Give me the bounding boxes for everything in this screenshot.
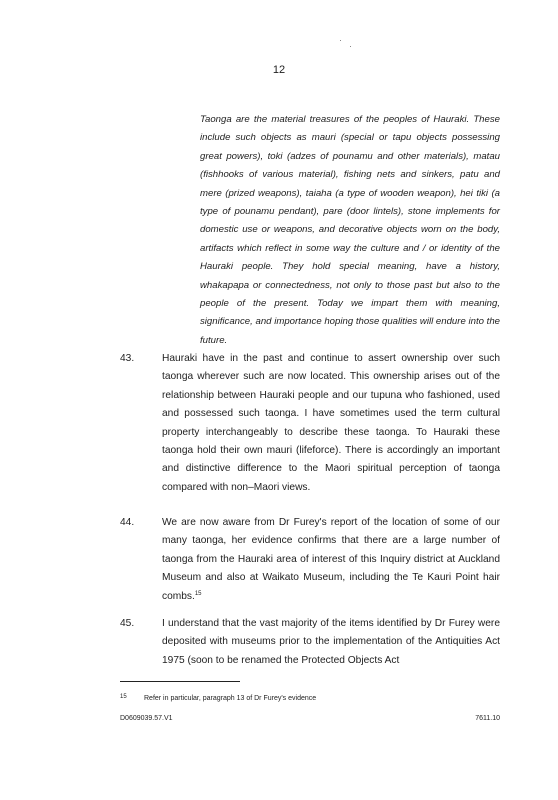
scan-speck (340, 40, 341, 41)
footnote-reference[interactable]: 15 (194, 590, 202, 597)
paragraph-body: We are now aware from Dr Furey's report of the location of some of our many taonga, her evidence confirms that there are a large number of taonga from the Hauraki area of interest of this Inquiry district at Auckland Museum and also at Waikato Museum, including the Te Kauri Point hair combs. (162, 517, 500, 602)
footnote-text: Refer in particular, paragraph 13 of Dr Furey's evidence (144, 695, 317, 702)
paragraph-text: Hauraki have in the past and continue to assert ownership over such taonga wherever such are now located. This ownership arises out of the relationship between Hauraki people and our tupuna who fashioned, used and possessed such taonga. I have sometimes used the term cultural property interchangeably to describe these taonga. To Hauraki these taonga hold their own mauri (lifeforce). There is accordingly an important and distinctive difference to the Maori spiritual perception of taonga compared with non–Maori views. (162, 353, 500, 493)
scan-speck (350, 46, 351, 47)
paragraph-text: I understand that the vast majority of the items identified by Dr Furey were deposited with museums prior to the implementation of the Antiquities Act 1975 (soon to be renamed the Protected Objects Act (162, 618, 500, 666)
block-quote: Taonga are the material treasures of the peoples of Hauraki. These include such objects as mauri (special or tapu objects possessing great powers), toki (adzes of pounamu and other materials), matau (fishhooks of various material), fishing nets and sinkers, patu and mere (prized weapons), taiaha (a type of wooden weapon), hei tiki (a type of pounamu pendant), pare (door lintels), stone implements for domestic use or weapons, and decorative objects worn on the body, artifacts which reflect in some way the culture and / or identity of the Hauraki people. They hold special meaning, have a history, whakapapa or connectedness, not only to those past but also to the people of the present. Today we impart them with meaning, significance, and importance hoping those qualities will endure into the future. (200, 114, 500, 346)
paragraph-text (162, 514, 500, 606)
page-number: 12 (272, 64, 286, 76)
paragraph-number: 43. (120, 353, 135, 364)
paragraph-number: 44. (120, 517, 135, 528)
document-id: D0609039.57.V1 (120, 715, 173, 722)
document-reference: 7611.10 (475, 715, 500, 722)
paragraph-number: 45. (120, 618, 135, 629)
footnote-number: 15 (120, 694, 127, 700)
footnote-divider (120, 681, 240, 682)
